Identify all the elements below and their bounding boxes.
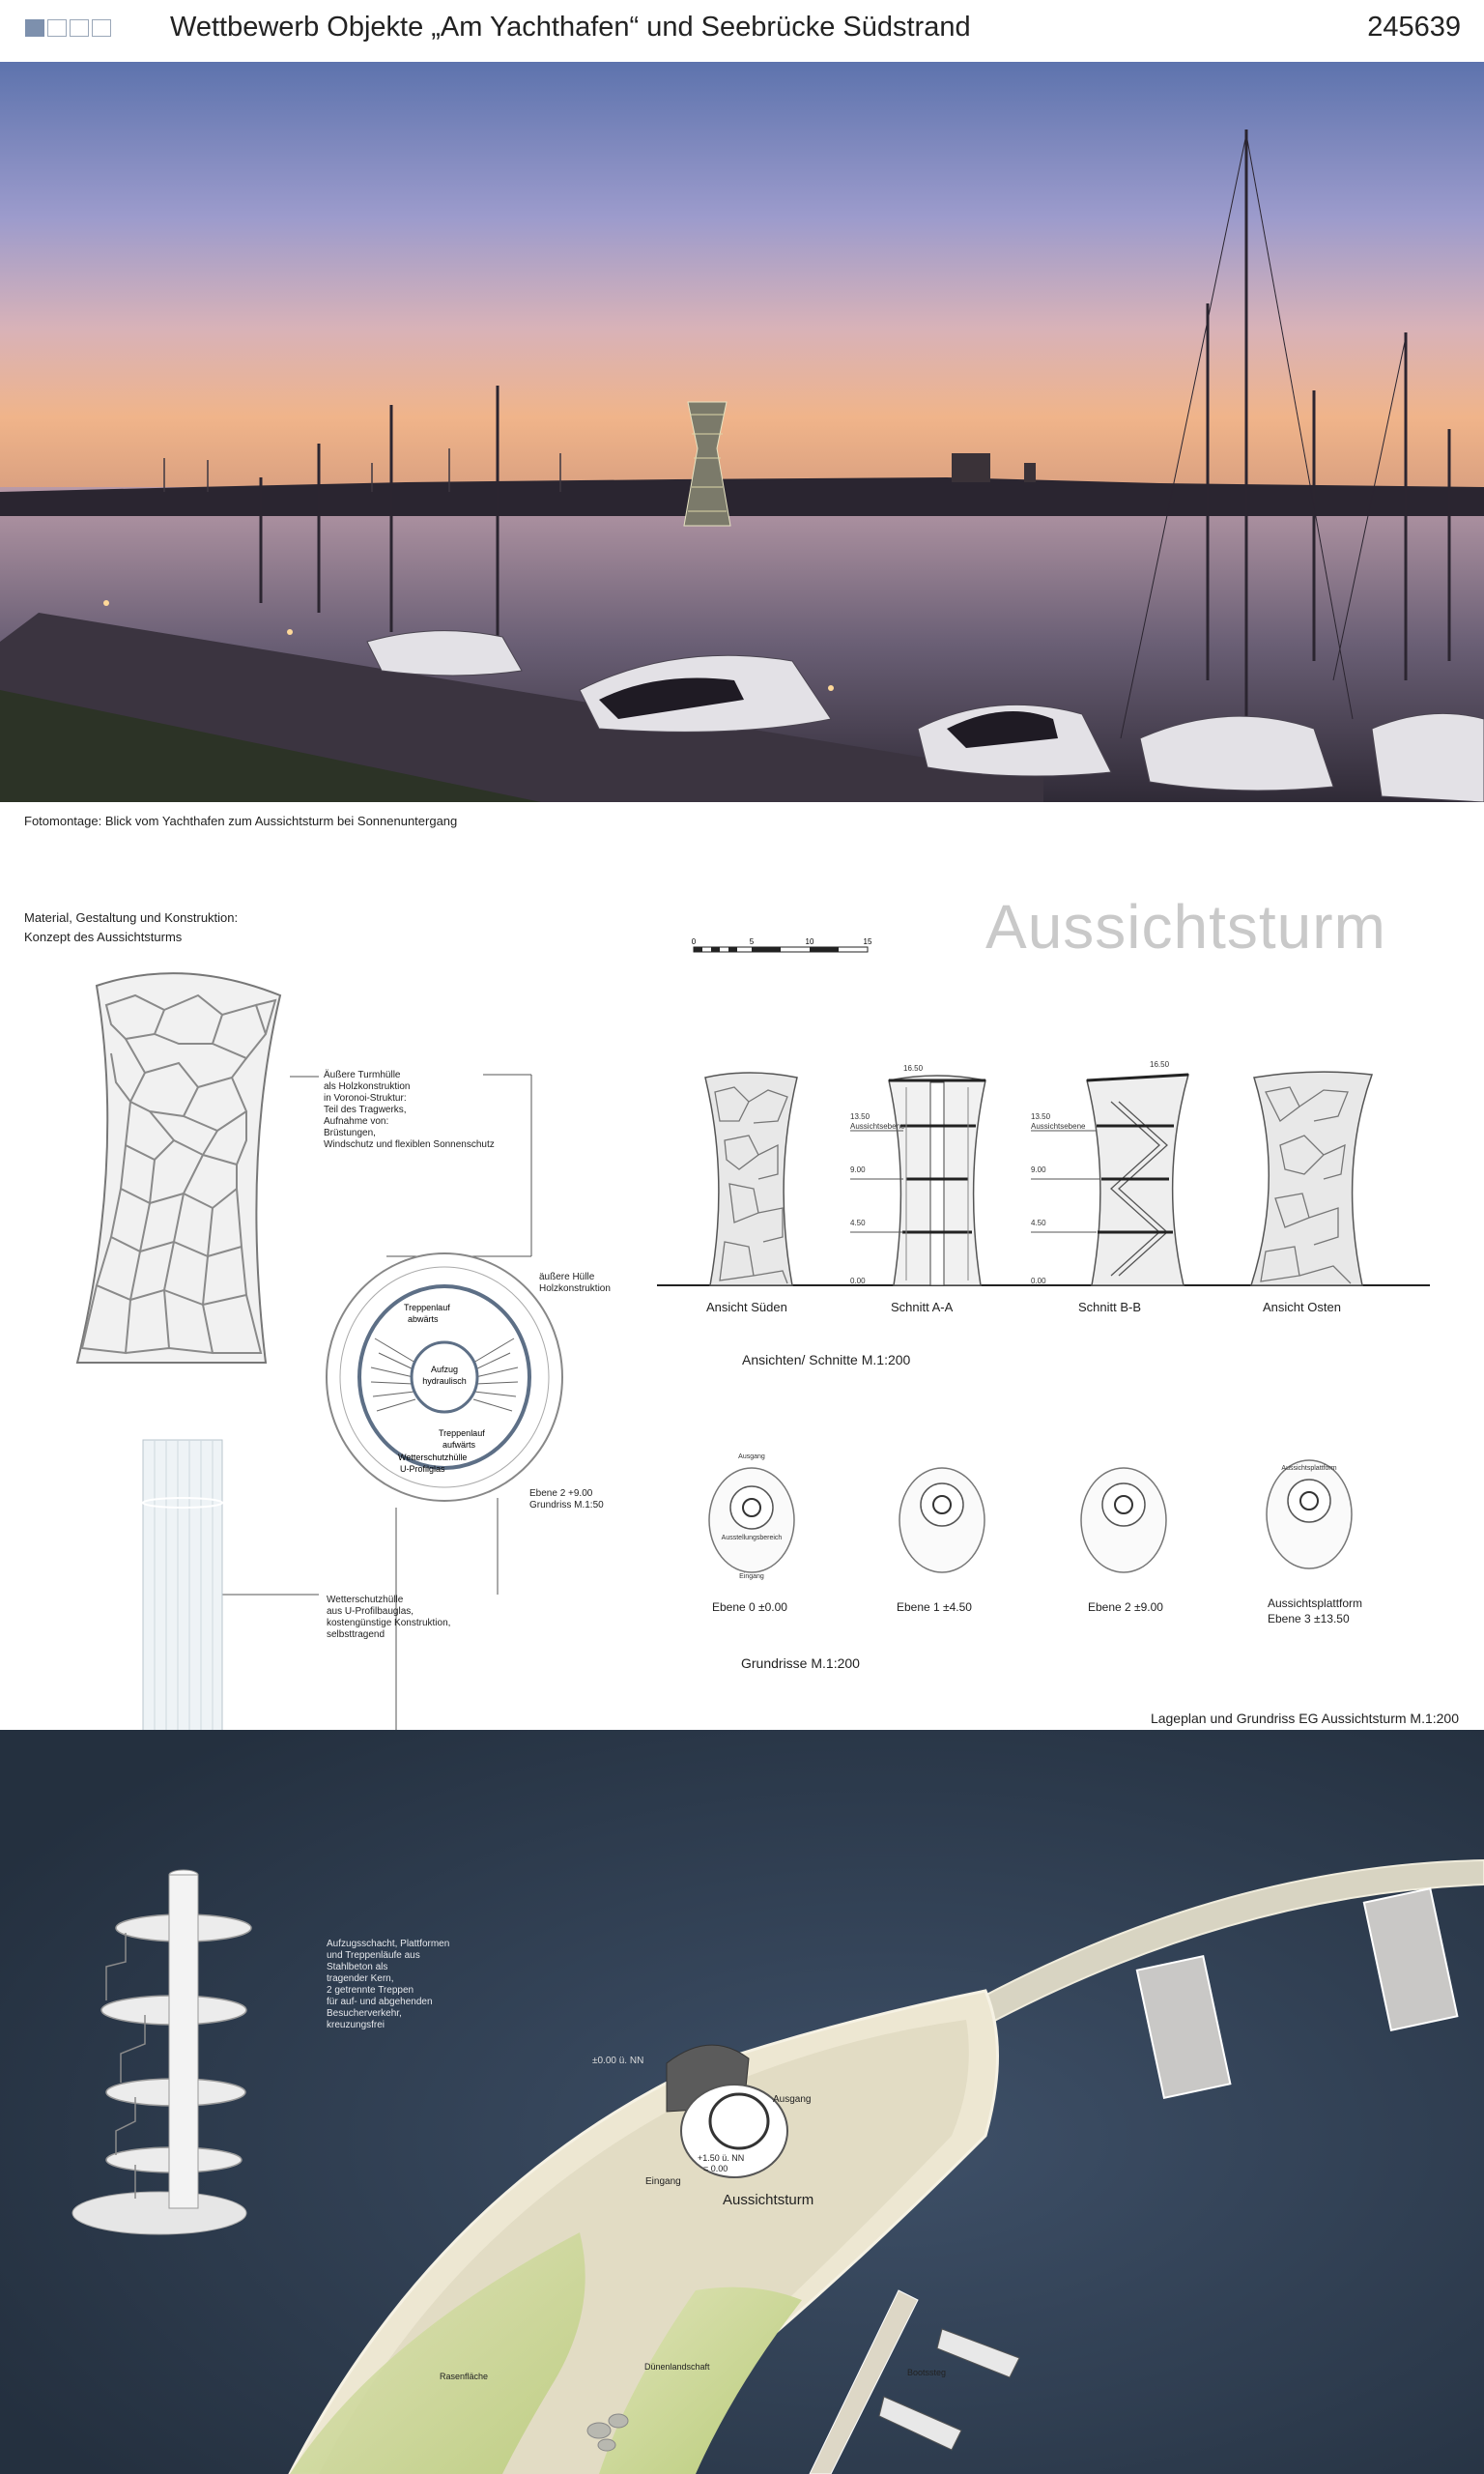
plan-caption — [529, 1488, 604, 1511]
elevation-label-east: Ansicht Osten — [1263, 1300, 1341, 1314]
level-label: 0.00 — [1031, 1277, 1046, 1285]
plan-label-level3-line1: Aussichtsplattform — [1268, 1597, 1363, 1610]
elevation-label-south: Ansicht Süden — [706, 1300, 787, 1314]
concept-heading-line1: Material, Gestaltung und Konstruktion: — [24, 910, 239, 925]
plan-stair-down-label-2: abwärts — [408, 1314, 439, 1324]
site-exit-label: Ausgang — [773, 2094, 812, 2105]
plan-label-level2: Ebene 2 ±9.00 — [1088, 1600, 1163, 1614]
plan-caption-line: Ebene 2 +9.00 — [529, 1488, 593, 1499]
level-label: 16.50 — [903, 1064, 924, 1073]
scale-tick: 0 — [691, 937, 697, 946]
outer-shell-label-line: Holzkonstruktion — [539, 1283, 611, 1294]
plan-weather-shell-label-2: U-Profilglas — [400, 1464, 445, 1474]
photo-caption: Fotomontage: Blick vom Yachthafen zum Aussichtsturm bei Sonnenuntergang — [24, 814, 458, 828]
level-label: 9.00 — [1031, 1165, 1046, 1174]
plan-label-level1: Ebene 1 ±4.50 — [897, 1600, 972, 1614]
level-label: Aussichtsebene — [850, 1122, 905, 1131]
plan-stair-up-label-2: aufwärts — [442, 1440, 476, 1450]
core-note-line: tragender Kern, — [327, 1973, 394, 1984]
outer-shell-note-line: Brüstungen, — [324, 1128, 376, 1138]
plan-caption-line: Grundriss M.1:50 — [529, 1500, 604, 1510]
page-title: Wettbewerb Objekte „Am Yachthafen“ und Seebrücke Südstrand — [170, 12, 971, 43]
entry-number: 245639 — [1367, 12, 1461, 43]
site-entrance-label: Eingang — [645, 2176, 681, 2187]
glass-shell-note — [327, 1595, 450, 1641]
outer-shell-note-line: Windschutz und flexiblen Sonnenschutz — [324, 1139, 495, 1150]
concept-heading-line2: Konzept des Aussichtsturms — [24, 930, 183, 944]
outer-shell-note-line: als Holzkonstruktion — [324, 1081, 411, 1092]
glass-shell-note-line: selbsttragend — [327, 1629, 385, 1640]
plan-exhibition-label: Ausstellungsbereich — [721, 1535, 783, 1541]
plan-platform-label: Aussichtsplattform — [1281, 1465, 1337, 1472]
outer-shell-note-line: Äußere Turmhülle — [324, 1070, 401, 1080]
core-note-line: für auf- und abgehenden — [327, 1997, 433, 2007]
site-jetty-label: Bootssteg — [907, 2368, 947, 2377]
site-inner-level-2: = 0.00 — [703, 2164, 728, 2173]
site-tower-label: Aussichtsturm — [723, 2192, 814, 2208]
elevation-label-section-a: Schnitt A-A — [891, 1300, 954, 1314]
site-plan-caption: Lageplan und Grundriss EG Aussichtsturm M.1:200 — [1150, 1711, 1459, 1726]
outer-shell-note-line: in Voronoi-Struktur: — [324, 1093, 407, 1104]
scale-bar — [686, 935, 889, 970]
elevations-drawing — [657, 1053, 1430, 1295]
outer-shell-note-line: Aufnahme von: — [324, 1116, 389, 1127]
section-a-a — [889, 1076, 985, 1285]
elevation-label-section-b: Schnitt B-B — [1078, 1300, 1142, 1314]
core-note-line: und Treppenläufe aus — [327, 1950, 420, 1961]
plan-label-level0: Ebene 0 ±0.00 — [712, 1600, 787, 1614]
glass-shell-note-line: Wetterschutzhülle — [327, 1595, 404, 1605]
glass-shell-note-line: aus U-Profilbauglas, — [327, 1606, 414, 1617]
core-note — [327, 1939, 449, 2031]
floor-plan-level2 — [319, 1247, 570, 1508]
core-note-line: kreuzungsfrei — [327, 2020, 385, 2030]
elevations-caption: Ansichten/ Schnitte M.1:200 — [742, 1352, 911, 1367]
floor-plans-drawing — [676, 1445, 1401, 1580]
outer-shell-label — [539, 1272, 611, 1295]
plan-elevator-label-1: Aufzug — [430, 1365, 459, 1374]
level-label: 13.50 — [850, 1112, 870, 1121]
level-label: 4.50 — [850, 1219, 866, 1227]
level-label: 4.50 — [1031, 1219, 1046, 1227]
level-label: 16.50 — [1150, 1060, 1170, 1069]
elevation-east — [1251, 1072, 1372, 1285]
plan-stair-down-label-1: Treppenlauf — [404, 1303, 450, 1312]
elevation-south — [705, 1073, 797, 1285]
plans-caption: Grundrisse M.1:200 — [741, 1655, 860, 1671]
site-level-label: ±0.00 ü. NN — [592, 2056, 644, 2066]
section-b-b — [1087, 1075, 1188, 1285]
site-dunes-label: Dünenlandschaft — [644, 2362, 710, 2372]
outer-shell-label-line: äußere Hülle — [539, 1272, 595, 1282]
plan-stair-up-label-1: Treppenlauf — [439, 1428, 485, 1438]
level-label: 9.00 — [850, 1165, 866, 1174]
plan-exit-label: Ausgang — [738, 1453, 765, 1460]
glass-shell-note-line: kostengünstige Konstruktion, — [327, 1618, 451, 1628]
scale-tick: 10 — [805, 937, 814, 946]
core-note-line: Stahlbeton als — [327, 1962, 388, 1972]
site-inner-level-1: +1.50 ü. NN — [698, 2153, 745, 2163]
section-title: Aussichtsturm — [985, 892, 1386, 962]
level-label: 13.50 — [1031, 1112, 1051, 1121]
plan-label-level3-line2: Ebene 3 ±13.50 — [1268, 1612, 1350, 1625]
core-note-line: 2 getrennte Treppen — [327, 1985, 414, 1996]
concrete-core-drawing — [68, 1865, 261, 2242]
core-note-line: Aufzugsschacht, Plattformen — [327, 1939, 450, 1949]
level-label: Aussichtsebene — [1031, 1122, 1086, 1131]
outer-shell-note-line: Teil des Tragwerks, — [324, 1105, 407, 1115]
level-label: 0.00 — [850, 1277, 866, 1285]
scale-tick: 5 — [749, 937, 755, 946]
plan-entrance-label: Eingang — [739, 1573, 764, 1580]
core-note-line: Besucherverkehr, — [327, 2008, 402, 2019]
plan-elevator-label-2: hydraulisch — [422, 1376, 467, 1386]
scale-tick: 15 — [863, 937, 872, 946]
site-lawn-label: Rasenfläche — [440, 2372, 489, 2381]
plan-weather-shell-label-1: Wetterschutzhülle — [398, 1453, 468, 1462]
outer-shell-note — [324, 1070, 495, 1151]
